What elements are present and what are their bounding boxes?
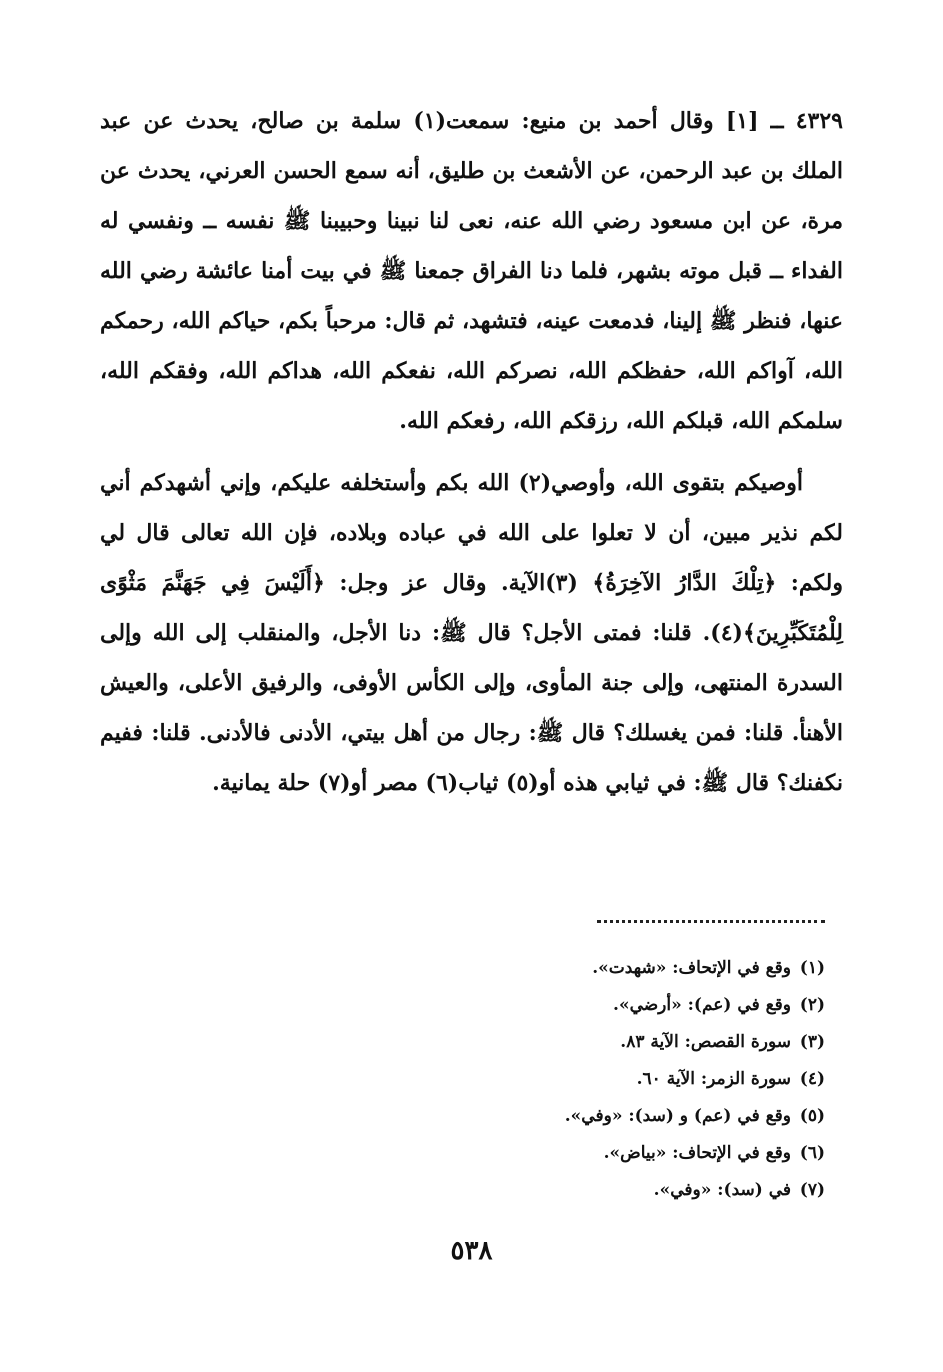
page-number: ٥٣٨	[450, 1236, 493, 1266]
footnote-text: في (سد): «وفي».	[653, 1180, 791, 1200]
footnote-item	[225, 1098, 825, 1135]
footnote-number: (٣)	[799, 1032, 825, 1052]
footnote-text: وقع في (عم) و (سد): «وفي».	[564, 1106, 791, 1126]
footnote-item	[225, 950, 825, 987]
footnote-item	[225, 1024, 825, 1061]
footnote-item	[225, 1061, 825, 1098]
footnote-item	[225, 987, 825, 1024]
paragraph-2: أوصيكم بتقوى الله، وأوصي(٢) الله بكم وأستخلفه عليكم، وإني أشهدكم أني لكم نذير مبين، أن لا تعلوا على الله في عباده وبلاده، فإن الله تعالى قال لي ولكم: ﴿تِلْكَ الدَّارُ الآخِرَةُ﴾ (٣)الآية. وقال عز وجل: ﴿أَلَيْسَ فِي جَهَنَّمَ مَثْوًى لِلْمُتَكَبِّرِينَ﴾(٤). قلنا: فمتى الأجل؟ قال ﷺ: دنا الأجل، والمنقلب إلى الله وإلى السدرة المنتهى، وإلى جنة المأوى، وإلى الكأس الأوفى، والرفيق الأعلى، والعيش الأهنأ. قلنا: فمن يغسلك؟ قال ﷺ: رجال من أهل بيتي، الأدنى فالأدنى. قلنا: ففيم نكفنك؟ قال ﷺ: في ثيابي هذه أو(٥) ثياب(٦) مصر أو(٧) حلة يمانية.	[100, 470, 843, 796]
footnote-number: (٤)	[799, 1069, 825, 1089]
footnote-number: (٦)	[799, 1143, 825, 1163]
footnote-item	[225, 1172, 825, 1209]
footnote-divider	[597, 920, 825, 923]
footnote-number: (٢)	[799, 995, 825, 1015]
footnote-text: وقع في (عم): «أرضي».	[613, 995, 791, 1015]
footnote-text: وقع في الإتحاف: «شهدت».	[592, 958, 791, 978]
footnote-item	[225, 1135, 825, 1172]
paragraph-1: ٤٣٢٩ ــ [١] وقال أحمد بن منيع: سمعت(١) سلمة بن صالح، يحدث عن عبد الملك بن عبد الرحمن، عن الأشعث بن طليق، أنه سمع الحسن العرني، يحدث عن مرة، عن ابن مسعود رضي الله عنه، نعى لنا نبينا وحبيبنا ﷺ نفسه ــ ونفسي له الفداء ــ قبل موته بشهر، فلما دنا الفراق جمعنا ﷺ في بيت أمنا عائشة رضي الله عنها، فنظر ﷺ إلينا، فدمعت عينه، فتشهد، ثم قال: مرحباً بكم، حياكم الله، رحمكم الله، آواكم الله، حفظكم الله، نصركم الله، نفعكم الله، هداكم الله، وفقكم الله، سلمكم الله، قبلكم الله، رزقكم الله، رفعكم الله.	[100, 108, 843, 434]
footnote-text: وقع في الإتحاف: «بياض».	[603, 1143, 791, 1163]
footnote-number: (٥)	[799, 1106, 825, 1126]
footnote-text: سورة الزمر: الآية ٦٠.	[636, 1069, 791, 1089]
hadith-body	[100, 96, 843, 808]
footnote-number: (٧)	[799, 1180, 825, 1200]
footnotes-list	[225, 950, 825, 1209]
footnote-text: سورة القصص: الآية ٨٣.	[620, 1032, 791, 1052]
footnote-number: (١)	[799, 958, 825, 978]
